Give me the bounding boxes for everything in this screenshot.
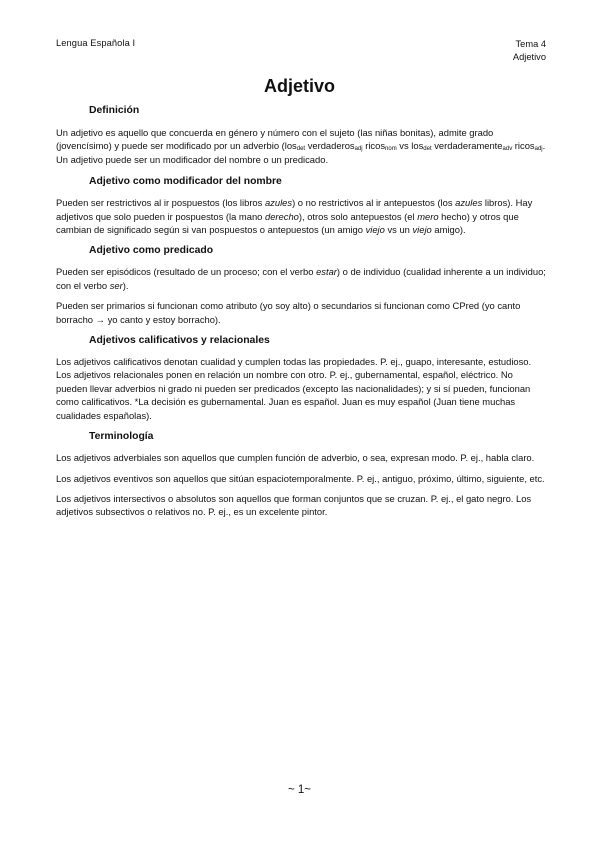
section-heading-modificador: Adjetivo como modificador del nombre (89, 176, 282, 188)
section-heading-predicado: Adjetivo como predicado (89, 245, 214, 257)
paragraph-modificador: Pueden ser restrictivos al ir pospuestos (los libros azules) o no restrictivos al ir antepuestos (los azules libros). Hay adjetivos que solo pueden ir pospuestos (la mano derecho), otros solo antepuestos (el mero hecho) y otros que cambian de significado según si van pospuestos o antepuestos (un amigo viejo vs un viejo amigo). (56, 197, 533, 236)
paragraph-terminologia-2: Los adjetivos eventivos son aquellos que sitúan espaciotemporalmente. P. ej., antiguo, próximo, último, siguiente, etc. (56, 472, 545, 484)
document-body (56, 104, 546, 519)
header-topic (513, 38, 546, 64)
paragraph-predicado-1: Pueden ser episódicos (resultado de un proceso; con el verbo estar) o de individuo (cualidad inherente a un individuo; con el verbo ser). (56, 266, 546, 291)
header-topic-name: Adjetivo (512, 52, 546, 62)
section-heading-calificativos: Adjetivos calificativos y relacionales (89, 335, 270, 347)
page-title: Adjetivo (263, 76, 335, 96)
paragraph-definicion: Un adjetivo es aquello que concuerda en género y número con el sujeto (las niñas bonitas), admite grado (jovencísimo) y puede ser modificado por un adverbio (los$_{det}$ verdaderos$_{adj}$ ricos$_{nom}$ vs los$_{det}$ verdaderamente$_{adv}$ ricos$_{adj}$. Un adjetivo puede ser un modificador del nombre o un predicado. (56, 127, 546, 165)
section-heading-definicion: Definición (89, 105, 140, 116)
header-course: Lengua Española I (56, 38, 136, 48)
paragraph-calificativos: Los adjetivos calificativos denotan cualidad y cumplen todas las propiedades. P. ej., guapo, interesante, estudioso. Los adjetivos relacionales ponen en relación un nombre con otro. P. ej., gubernamental, español, eléctrico. No pueden llevar adverbios ni grado ni pueden ser predicados (excepto las nacionalidades); y si sí pueden, funcionan como calificativos. *La decisión es gubernamental. Juan es español. Juan es muy español (Juan tiene muchas cualidades españolas). (56, 356, 532, 421)
paragraph-terminologia-3: Los adjetivos intersectivos o absolutos son aquellos que forman conjuntos que se cruzan. P. ej., el gato negro. Los adjetivos subsectivos o relativos no. P. ej., es un excelente pintor. (56, 492, 532, 518)
page-number: ~ 1~ (287, 784, 312, 796)
paragraph-predicado-2: Pueden ser primarios si funcionan como atributo (yo soy alto) o secundarios si funcionan como CPred (yo canto borracho → yo canto y estoy borracho). (56, 300, 521, 325)
paragraph-terminologia-1: Los adjetivos adverbiales son aquellos que cumplen función de adverbio, o sea, expresan modo. P. ej., habla claro. (56, 452, 535, 464)
header-topic-number: Tema 4 (515, 39, 546, 49)
section-heading-terminologia: Terminología (89, 431, 154, 443)
